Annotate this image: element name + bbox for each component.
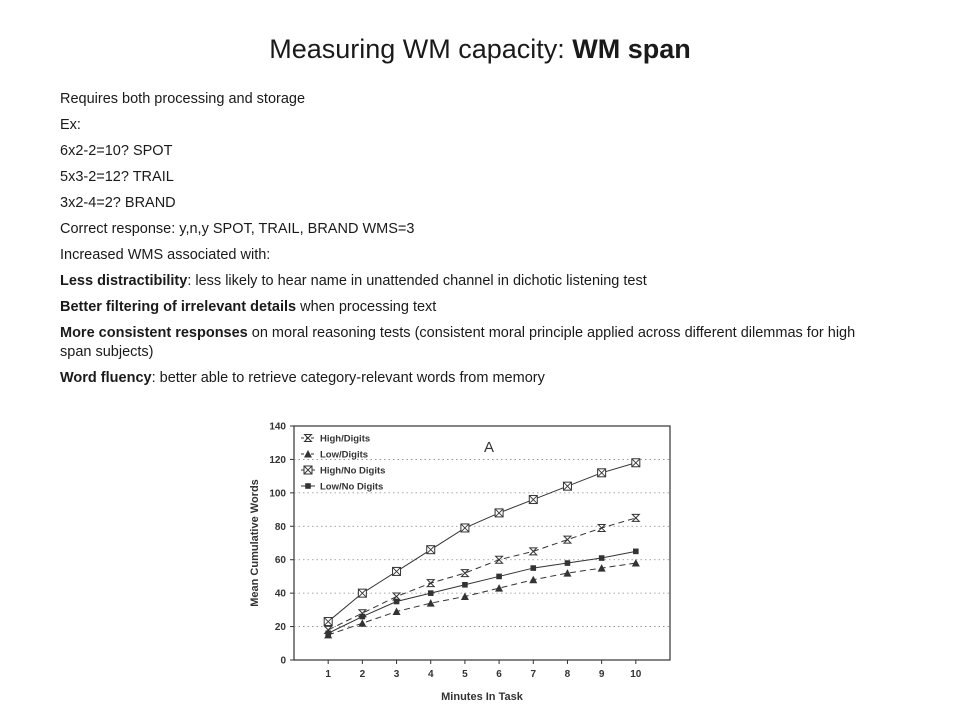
data-point [461,524,469,532]
x-tick-label: 1 [325,669,331,680]
bullet-line [60,90,860,109]
data-point [565,560,571,566]
bullet-text: Requires both processing and storage [60,91,306,107]
data-point [496,574,502,580]
data-point [358,619,366,627]
x-tick-label: 10 [630,669,642,680]
x-tick-label: 4 [427,669,434,680]
legend-marker [305,483,311,489]
title-plain: Measuring WM capacity: [269,34,573,64]
legend-marker [305,435,312,442]
panel-label: A [484,439,495,456]
y-tick-label: 0 [280,655,286,667]
bullet-bold: Better filtering of irrelevant details [60,299,297,315]
bullet-line [60,168,860,187]
data-point [428,590,434,596]
bullet-text: Increased WMS associated with: [60,247,271,263]
x-axis-label: Minutes In Task [441,691,523,703]
bullet-line [60,369,860,388]
bullet-line [60,116,860,135]
data-point [461,570,468,577]
data-point [360,614,366,620]
x-tick-label: 7 [530,669,537,680]
bullet-text: 3x2-4=2? BRAND [60,195,176,211]
bullet-line [60,246,860,265]
data-point [633,549,639,555]
data-point [462,582,468,588]
bullet-line [60,194,860,213]
bullet-list [60,90,860,395]
bullet-text: : less likely to hear name in unattended channel in dichotic listening test [187,273,647,289]
x-tick-label: 5 [462,669,468,680]
data-point [530,565,536,571]
bullet-text: Correct response: y,n,y SPOT, TRAIL, BRAND WMS=3 [60,221,415,237]
data-point [563,482,571,490]
bullet-line [60,142,860,161]
series-line [328,518,636,630]
bullet-bold: Word fluency [60,370,152,386]
data-point [393,567,401,575]
data-point [427,546,435,554]
x-tick-label: 9 [598,669,605,680]
data-point [530,548,537,555]
bullet-text: 6x2-2=10? SPOT [60,143,173,159]
y-tick-label: 20 [274,622,286,634]
legend-label: Low/No Digits [320,481,384,493]
y-tick-label: 140 [269,421,286,433]
data-point [599,555,605,561]
data-point [358,589,366,597]
plot-frame [294,426,670,660]
bullet-line [60,272,860,291]
data-point [394,599,400,605]
legend-marker [304,466,312,474]
bullet-bold: Less distractibility [60,273,188,289]
data-point [495,509,503,517]
y-tick-label: 60 [274,555,286,567]
y-tick-label: 120 [269,454,286,466]
bullet-line [60,298,860,317]
legend-label: High/No Digits [320,465,386,477]
bullet-line [60,220,860,239]
series-line [328,563,636,635]
data-point [632,514,639,521]
data-point [529,496,537,504]
legend-label: Low/Digits [320,449,369,461]
chart-container [240,410,690,720]
bullet-text: Ex: [60,117,81,133]
data-point [598,469,606,477]
x-tick-label: 6 [496,669,502,680]
y-axis-label: Mean Cumulative Words [249,479,261,607]
bullet-line [60,324,860,362]
cumulative-words-chart [240,410,690,720]
y-tick-label: 40 [274,588,286,600]
slide-title [0,34,960,65]
y-tick-label: 80 [274,521,286,533]
data-point [427,580,434,587]
bullet-text: : better able to retrieve category-relevant words from memory [151,370,545,386]
data-point [325,630,331,636]
data-point [598,524,605,531]
data-point [632,559,640,567]
y-tick-label: 100 [269,488,286,500]
bullet-text: 5x3-2=12? TRAIL [60,169,174,185]
series-line [328,551,636,633]
bullet-text: when processing text [296,299,437,315]
x-tick-label: 3 [393,669,400,680]
data-point [324,618,332,626]
x-tick-label: 8 [564,669,571,680]
legend-marker [304,450,312,458]
bullet-bold: More consistent responses [60,325,248,341]
data-point [564,536,571,543]
legend-label: High/Digits [320,433,371,445]
title-bold: WM span [572,34,691,64]
data-point [632,459,640,467]
bullet-text: on moral reasoning tests (consistent moral principle applied across different dilemmas for high span subjects) [60,325,856,360]
x-tick-label: 2 [359,669,366,680]
